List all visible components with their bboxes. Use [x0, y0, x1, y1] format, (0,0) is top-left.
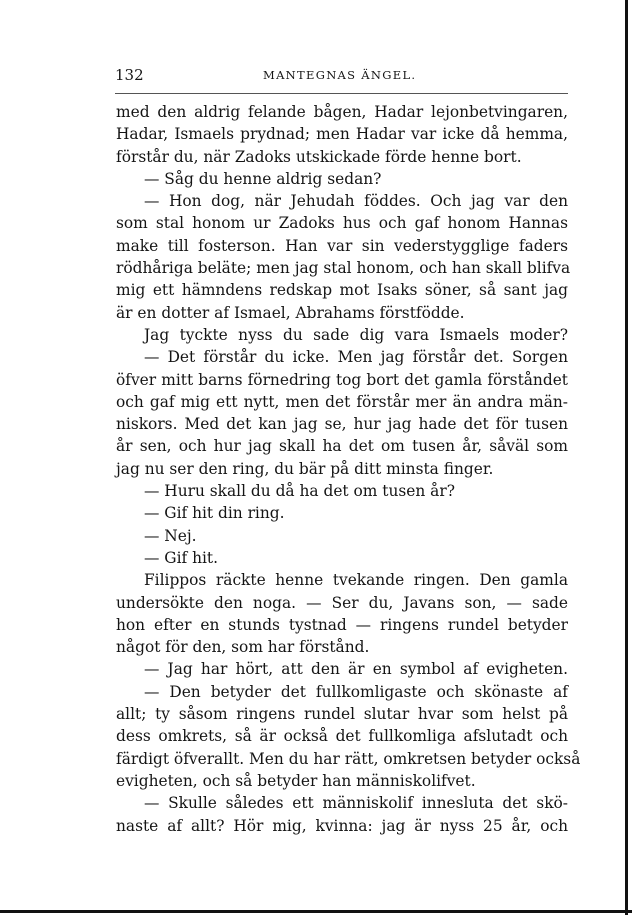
text-line: öfver mitt barns förnedring tog bort det gamla förståndet [116, 370, 568, 389]
text-line: evigheten, och så betyder han människolifvet. [116, 771, 476, 790]
text-line: dess omkrets, så är också det fullkomliga afslutadt och [116, 727, 568, 746]
text-line: Filippos räckte henne tvekande ringen. Den gamla [144, 571, 568, 590]
text-line: — Gif hit. [144, 548, 218, 567]
text-line: — Såg du henne aldrig sedan? [144, 169, 382, 188]
text-line: allt; ty såsom ringens rundel slutar hvar som helst på [116, 705, 568, 724]
text-line: — Gif hit din ring. [144, 504, 285, 523]
page-edge-right [625, 0, 628, 915]
text-line: — Jag har hört, att den är en symbol af evigheten. [144, 660, 568, 679]
text-line: — Huru skall du då ha det om tusen år? [144, 482, 455, 501]
text-line: är en dotter af Ismael, Abrahams förstfödde. [116, 303, 465, 322]
text-line: niskors. Med det kan jag se, hur jag hade det för tusen [116, 415, 568, 434]
text-line: naste af allt? Hör mig, kvinna: jag är nyss 25 år, och [116, 816, 568, 835]
text-line: hon efter en stunds tystnad — ringens rundel betyder [116, 615, 568, 634]
text-line: förstår du, när Zadoks utskickade förde henne bort. [116, 147, 522, 166]
text-line: — Nej. [144, 526, 197, 545]
text-line: — Den betyder det fullkomligaste och skönaste af [144, 682, 568, 701]
body-text [116, 101, 581, 837]
text-line: som stal honom ur Zadoks hus och gaf honom Hannas [116, 214, 568, 233]
header-rule [115, 93, 568, 94]
text-line: Jag tyckte nyss du sade dig vara Ismaels moder? [144, 325, 568, 344]
text-line: — Det förstår du icke. Men jag förstår det. Sorgen [144, 348, 568, 367]
text-line: och gaf mig ett nytt, men det förstår mer än andra män- [116, 392, 568, 411]
text-line: undersökte den noga. — Ser du, Javans son, — sade [116, 593, 568, 612]
page-edge-bottom [0, 910, 632, 913]
text-line: — Skulle således ett människolif innesluta det skö- [144, 794, 568, 813]
text-line: — Hon dog, när Jehudah föddes. Och jag var den [144, 192, 568, 211]
text-line: Hadar, Ismaels prydnad; men Hadar var icke då hemma, [116, 125, 568, 144]
running-title: MANTEGNAS ÄNGEL. [263, 68, 417, 82]
text-line: jag nu ser den ring, du bär på ditt minsta finger. [116, 459, 494, 478]
page-header [115, 66, 570, 90]
text-line: mig ett hämndens redskap mot Isaks söner, så sant jag [116, 281, 568, 300]
text-line: något för den, som har förstånd. [116, 638, 370, 657]
text-line: rödhåriga beläte; men jag stal honom, och han skall blifva [116, 259, 571, 278]
text-line: färdigt öfverallt. Men du har rätt, omkretsen betyder också [116, 749, 581, 768]
text-line: med den aldrig felande bågen, Hadar lejonbetvingaren, [116, 103, 568, 121]
text-line: år sen, och hur jag skall ha det om tusen år, såväl som [116, 437, 568, 456]
text-line: make till fosterson. Han var sin vederstygglige faders [116, 236, 568, 255]
page-number: 132 [115, 66, 144, 84]
